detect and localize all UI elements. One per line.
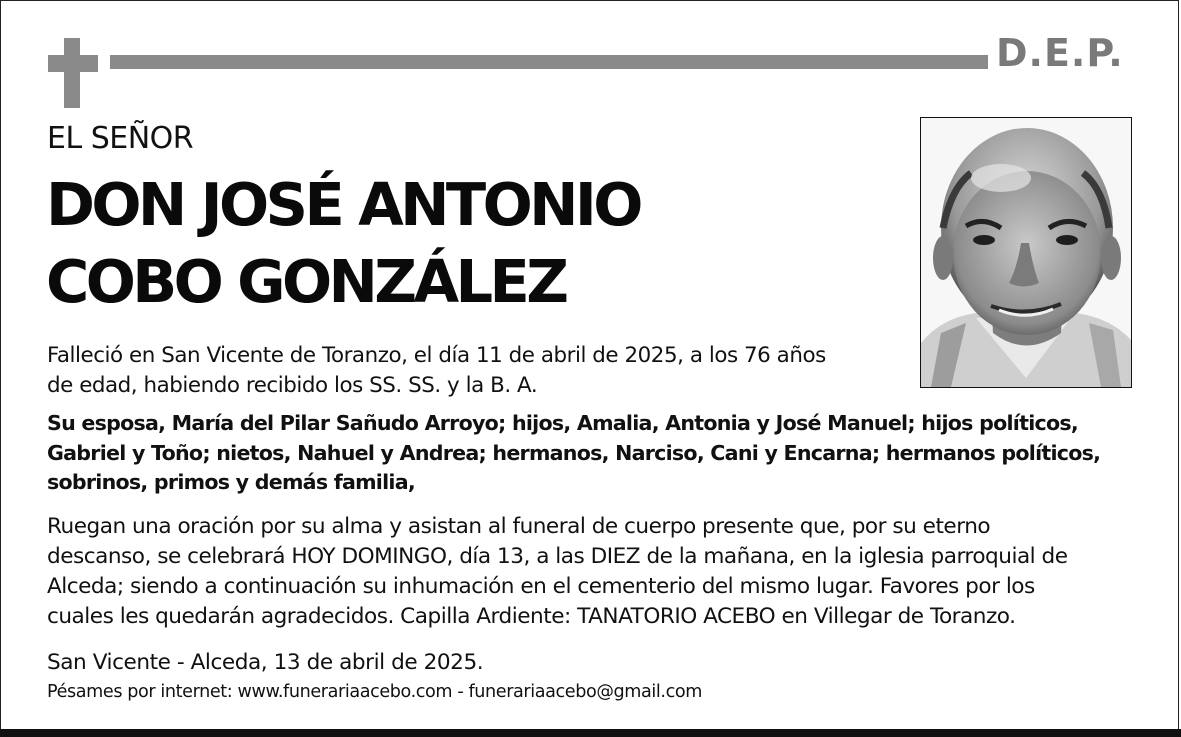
place-date: San Vicente - Alceda, 13 de abril de 2025.: [47, 650, 484, 675]
deceased-photo: [920, 117, 1132, 388]
bottom-border: [0, 729, 1181, 737]
deceased-name-line2: COBO GONZÁLEZ: [46, 247, 566, 316]
dep-label: D.E.P.: [996, 31, 1124, 75]
family-line: Su esposa, María del Pilar Sañudo Arroyo; hijos, Amalia, Antonia y José Manuel; hijos políticos,: [47, 411, 1078, 435]
header-rule: [110, 55, 988, 69]
death-line: Falleció en San Vicente de Toranzo, el día 11 de abril de 2025, a los 76 años: [47, 343, 826, 368]
cross-horizontal-bar: [48, 55, 98, 72]
death-line: de edad, habiendo recibido los SS. SS. y la B. A.: [47, 373, 538, 398]
title-prefix: EL SEÑOR: [47, 121, 194, 156]
funeral-line: Alceda; siendo a continuación su inhumación en el cementerio del mismo lugar. Favores por los: [47, 574, 1035, 599]
deceased-name-line1: DON JOSÉ ANTONIO: [46, 170, 640, 239]
cross-vertical-bar: [64, 38, 80, 108]
funeral-line: cuales les quedarán agradecidos. Capilla Ardiente: TANATORIO ACEBO en Villegar de Toranzo.: [47, 604, 1016, 629]
death-paragraph: [47, 341, 826, 401]
funeral-paragraph: [47, 512, 1068, 632]
funeral-line: Ruegan una oración por su alma y asistan al funeral de cuerpo presente que, por su eterno: [47, 514, 991, 539]
family-line: Gabriel y Toño; nietos, Nahuel y Andrea; hermanos, Narciso, Cani y Encarna; hermanos políticos,: [47, 440, 1101, 465]
family-line: sobrinos, primos y demás familia,: [47, 470, 415, 494]
funeral-line: descanso, se celebrará HOY DOMINGO, día 13, a las DIEZ de la mañana, en la iglesia parroquial de: [47, 544, 1068, 569]
family-paragraph: [47, 409, 1100, 498]
online-condolences: Pésames por internet: www.funerariaacebo.com - funerariaacebo@gmail.com: [47, 682, 702, 702]
